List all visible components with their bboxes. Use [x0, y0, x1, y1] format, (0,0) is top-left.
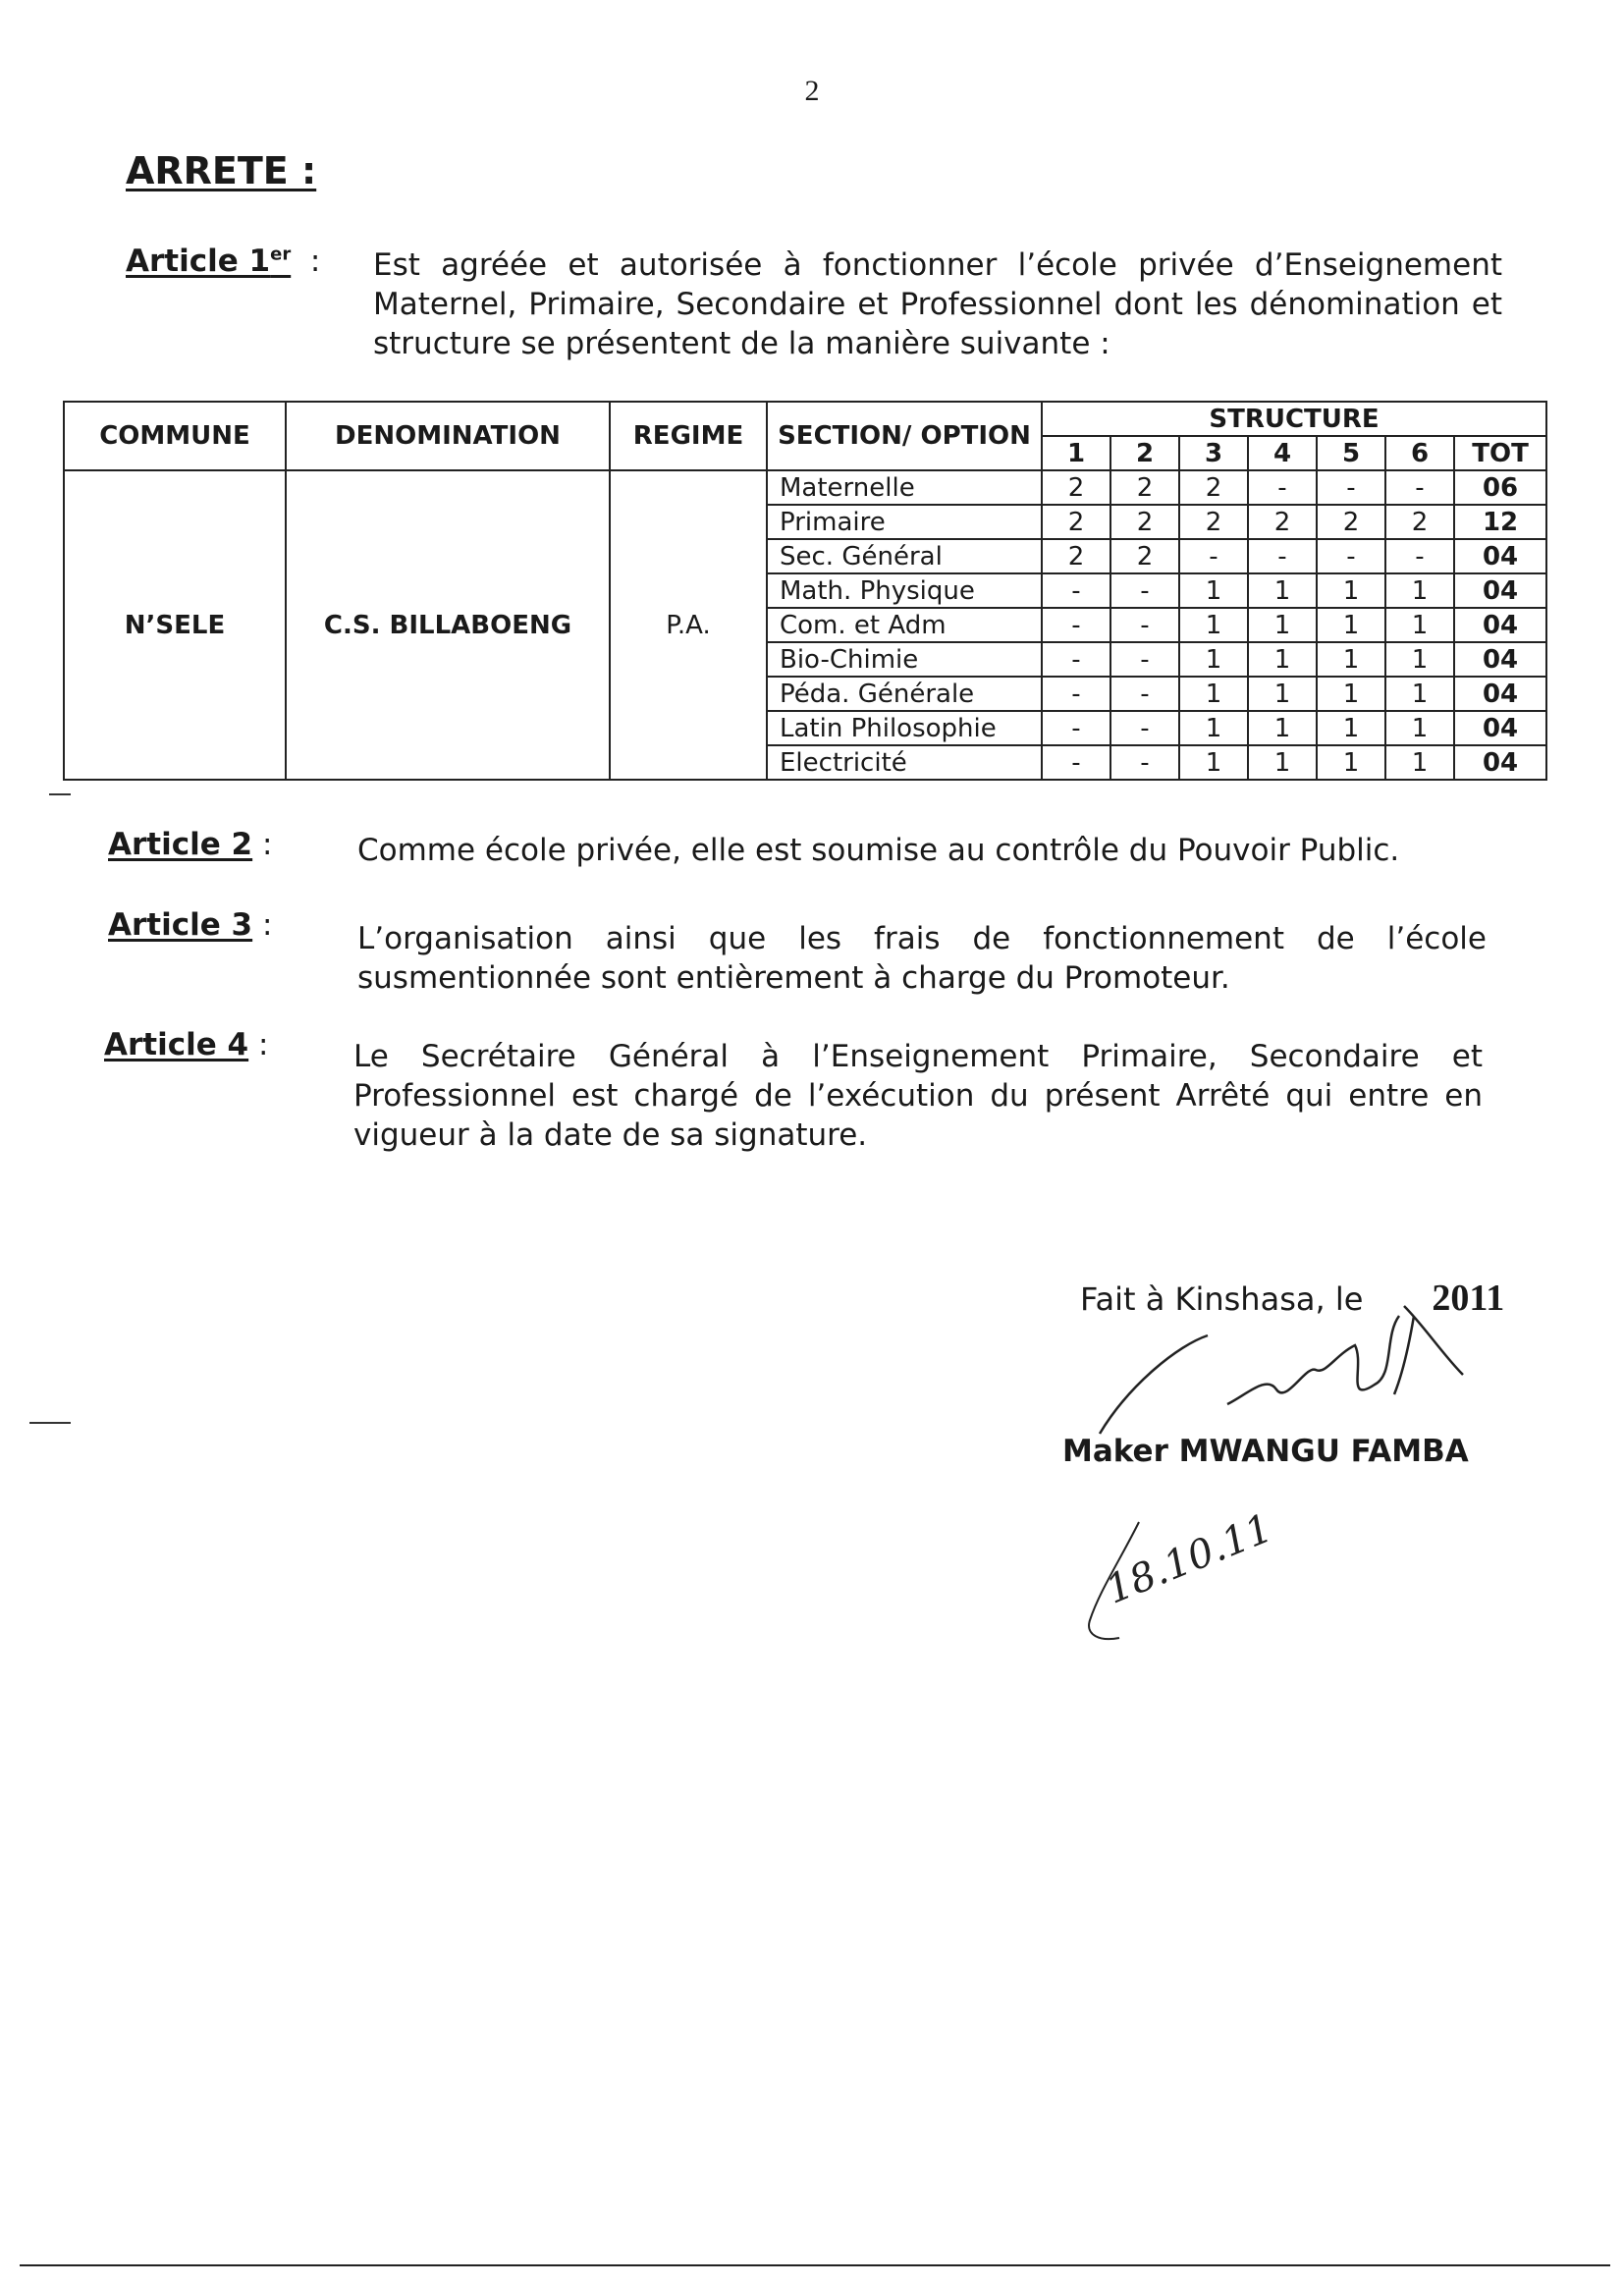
article-3-text: L’organisation ainsi que les frais de fonctionnement de l’école susmentionnée sont entièrement à charge du Promoteur. — [357, 921, 1487, 996]
value-cell: 2 — [1110, 505, 1179, 539]
value-cell: - — [1042, 608, 1110, 642]
value-cell: 1 — [1317, 642, 1385, 677]
scan-mark — [49, 793, 71, 795]
arrete-heading: ARRETE : — [126, 149, 317, 192]
value-cell: 1 — [1385, 745, 1454, 780]
value-cell: - — [1042, 745, 1110, 780]
section-cell: Maternelle — [767, 470, 1042, 505]
value-cell: 1 — [1248, 608, 1317, 642]
section-cell: Primaire — [767, 505, 1042, 539]
denomination-cell: C.S. BILLABOENG — [286, 470, 610, 780]
value-cell: - — [1042, 573, 1110, 608]
header-level-1: 1 — [1042, 436, 1110, 470]
value-cell: 2 — [1042, 505, 1110, 539]
value-cell: - — [1042, 642, 1110, 677]
article-2-label: Article 2 : — [108, 827, 273, 862]
signature-scribble-icon — [1060, 1277, 1610, 1689]
value-cell: - — [1179, 539, 1248, 573]
value-cell: 1 — [1179, 642, 1248, 677]
value-cell: 1 — [1317, 745, 1385, 780]
header-regime: REGIME — [610, 402, 767, 470]
structure-table — [63, 401, 1547, 781]
value-cell: 2 — [1179, 505, 1248, 539]
page-number: 2 — [804, 75, 820, 107]
header-level-4: 4 — [1248, 436, 1317, 470]
value-cell: - — [1110, 608, 1179, 642]
article-1-text: Est agréée et autorisée à fonctionner l’école privée d’Enseignement Maternel, Primaire, Secondaire et Professionnel dont les dénomination et structure se présentent de la manière suivante : — [373, 247, 1502, 361]
header-level-tot: TOT — [1454, 436, 1546, 470]
article-1-label: Article 1er : — [126, 244, 321, 279]
table-row — [64, 470, 1546, 505]
regime-cell: P.A. — [610, 470, 767, 780]
value-cell: 1 — [1248, 711, 1317, 745]
tot-cell: 04 — [1454, 573, 1546, 608]
value-cell: 1 — [1179, 745, 1248, 780]
tot-cell: 04 — [1454, 711, 1546, 745]
value-cell: 2 — [1042, 539, 1110, 573]
tot-cell: 04 — [1454, 642, 1546, 677]
value-cell: 1 — [1385, 642, 1454, 677]
year-stamp: 2011 — [1432, 1278, 1505, 1319]
scan-mark — [29, 1422, 71, 1424]
section-cell: Sec. Général — [767, 539, 1042, 573]
article-3-label: Article 3 : — [108, 907, 273, 943]
header-level-6: 6 — [1385, 436, 1454, 470]
signature-block — [1060, 1277, 1610, 1689]
value-cell: 1 — [1248, 642, 1317, 677]
value-cell: 1 — [1248, 745, 1317, 780]
place-date-text: Fait à Kinshasa, le — [1080, 1280, 1364, 1318]
article-2-label-text: Article 2 — [108, 827, 253, 862]
value-cell: - — [1042, 677, 1110, 711]
value-cell: - — [1385, 539, 1454, 573]
value-cell: 1 — [1248, 573, 1317, 608]
section-cell: Bio-Chimie — [767, 642, 1042, 677]
value-cell: 1 — [1385, 677, 1454, 711]
value-cell: 1 — [1317, 677, 1385, 711]
tot-cell: 04 — [1454, 745, 1546, 780]
header-structure: STRUCTURE — [1042, 402, 1546, 436]
article-4-label: Article 4 : — [104, 1027, 269, 1062]
article-4-text: Le Secrétaire Général à l’Enseignement Primaire, Secondaire et Professionnel est chargé de l’exécution du présent Arrêté qui entre en vigueur à la date de sa signature. — [353, 1039, 1483, 1153]
value-cell: 2 — [1110, 539, 1179, 573]
value-cell: 2 — [1385, 505, 1454, 539]
article-2-text: Comme école privée, elle est soumise au contrôle du Pouvoir Public. — [357, 833, 1400, 868]
value-cell: 1 — [1385, 608, 1454, 642]
value-cell: - — [1110, 745, 1179, 780]
section-cell: Math. Physique — [767, 573, 1042, 608]
value-cell: 2 — [1042, 470, 1110, 505]
value-cell: - — [1317, 470, 1385, 505]
value-cell: 1 — [1385, 573, 1454, 608]
value-cell: - — [1317, 539, 1385, 573]
header-commune: COMMUNE — [64, 402, 286, 470]
page-bottom-rule — [20, 2264, 1610, 2266]
signatory-name: Maker MWANGU FAMBA — [1062, 1434, 1469, 1469]
value-cell: 1 — [1179, 608, 1248, 642]
value-cell: 2 — [1179, 470, 1248, 505]
tot-cell: 04 — [1454, 539, 1546, 573]
value-cell: 1 — [1179, 677, 1248, 711]
section-cell: Com. et Adm — [767, 608, 1042, 642]
section-cell: Latin Philosophie — [767, 711, 1042, 745]
article-1-label-sup: er — [270, 244, 292, 265]
value-cell: 2 — [1248, 505, 1317, 539]
header-denomination: DENOMINATION — [286, 402, 610, 470]
handwritten-date: 18.10.11 — [1100, 1505, 1279, 1613]
tot-cell: 06 — [1454, 470, 1546, 505]
value-cell: - — [1110, 677, 1179, 711]
value-cell: 1 — [1179, 711, 1248, 745]
header-level-3: 3 — [1179, 436, 1248, 470]
article-4-label-text: Article 4 — [104, 1027, 249, 1062]
value-cell: - — [1042, 711, 1110, 745]
header-level-5: 5 — [1317, 436, 1385, 470]
value-cell: 1 — [1317, 573, 1385, 608]
value-cell: 1 — [1317, 711, 1385, 745]
value-cell: 1 — [1317, 608, 1385, 642]
value-cell: - — [1110, 573, 1179, 608]
value-cell: - — [1248, 470, 1317, 505]
commune-cell: N’SELE — [64, 470, 286, 780]
header-level-2: 2 — [1110, 436, 1179, 470]
value-cell: - — [1248, 539, 1317, 573]
tot-cell: 04 — [1454, 608, 1546, 642]
value-cell: - — [1110, 642, 1179, 677]
section-cell: Electricité — [767, 745, 1042, 780]
value-cell: 1 — [1385, 711, 1454, 745]
section-cell: Péda. Générale — [767, 677, 1042, 711]
value-cell: - — [1110, 711, 1179, 745]
value-cell: - — [1385, 470, 1454, 505]
value-cell: 1 — [1179, 573, 1248, 608]
tot-cell: 04 — [1454, 677, 1546, 711]
value-cell: 2 — [1317, 505, 1385, 539]
header-section-option: SECTION/ OPTION — [767, 402, 1042, 470]
tot-cell: 12 — [1454, 505, 1546, 539]
article-3-label-text: Article 3 — [108, 907, 253, 943]
value-cell: 1 — [1248, 677, 1317, 711]
article-1-label-text: Article 1 — [126, 244, 271, 279]
value-cell: 2 — [1110, 470, 1179, 505]
